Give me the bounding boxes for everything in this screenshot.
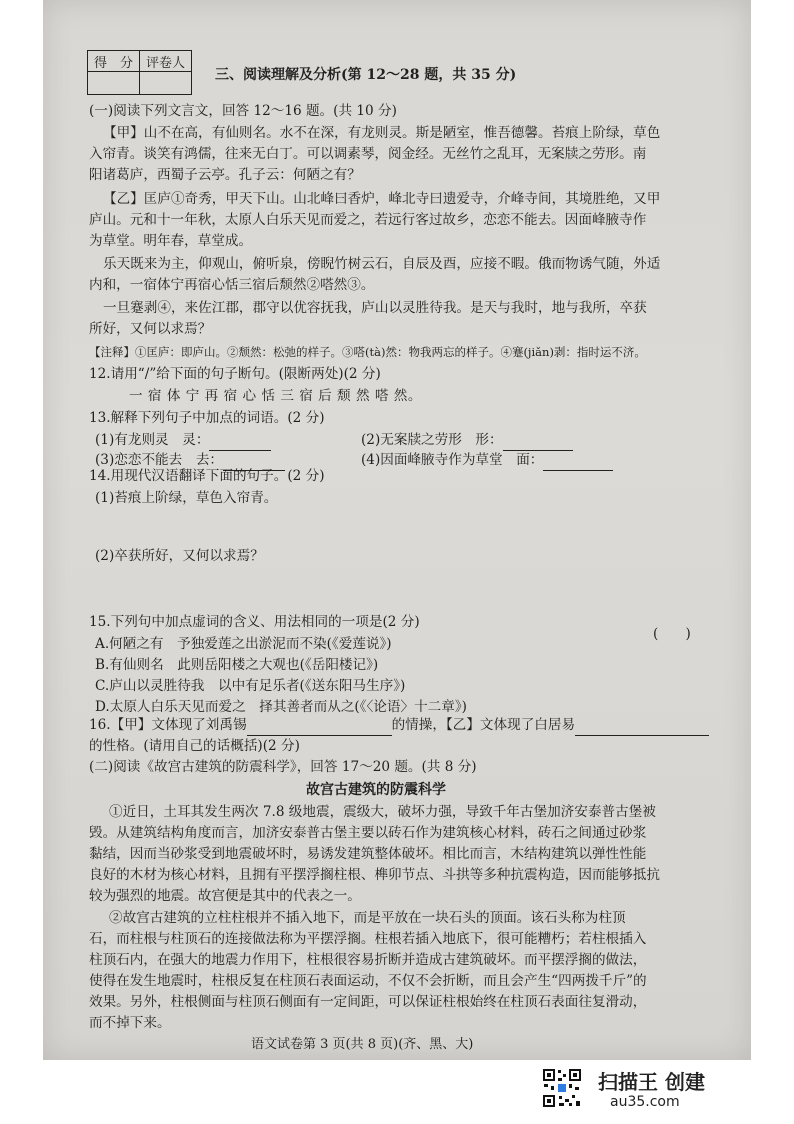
question-15: 15.下列句中加点虚词的含义、用法相同的一项是(2 分) — [89, 614, 420, 630]
passage-yi-line: 乐天既来为主，仰观山，俯听泉，傍睨竹树云石，自辰及酉，应接不暇。俄而物诱气随，外适 — [103, 256, 661, 272]
q13-item-label: (2)无案牍之劳形 形： — [361, 432, 503, 448]
passage-yi-line: 为草堂。明年春，草堂成。 — [89, 233, 253, 249]
answer-blank[interactable] — [543, 454, 613, 471]
q12-sentence[interactable]: 一 宿 体 宁 再 宿 心 恬 三 宿 后 颓 然 嗒 然。 — [129, 388, 422, 404]
question-16-line — [89, 715, 709, 736]
part2-intro: (二)阅读《故宫古建筑的防震科学》，回答 17～20 题。(共 8 分) — [89, 759, 477, 775]
passage-yi-line: 一旦蹇剥④，来佐江郡，郡守以优容抚我，庐山以灵胜待我。是天与我时，地与我所，卒获 — [103, 300, 647, 316]
page-footer: 语文试卷第 3 页(共 8 页)(齐、黑、大) — [251, 1037, 474, 1052]
grader-cell[interactable] — [140, 72, 192, 95]
q16-text-b: 的情操，【乙】文体现了白居易 — [391, 717, 576, 733]
q15-option-c: C.庐山以灵胜待我 以中有足乐者(《送东阳马生序》) — [95, 678, 406, 694]
answer-blank[interactable] — [503, 434, 573, 451]
article-p2-line: 效果。另外，柱根侧面与柱顶石侧面有一定间距，可以保证柱根始终在柱顶石表面往复滑动， — [89, 994, 647, 1010]
q15-option-a: A.何陋之有 予独爱莲之出淤泥而不染(《爱莲说》) — [95, 636, 392, 652]
q15-answer-paren[interactable]: ( ) — [653, 626, 691, 642]
question-14: 14.用现代汉语翻译下面的句子。(2 分) — [89, 468, 325, 484]
section-title: 三、阅读理解及分析(第 12～28 题，共 35 分) — [215, 67, 517, 83]
q15-option-b: B.有仙则名 此则岳阳楼之大观也(《岳阳楼记》) — [95, 657, 379, 673]
article-title: 故宫古建筑的防震科学 — [306, 782, 446, 798]
answer-blank[interactable] — [209, 434, 271, 451]
article-p1-line: 毁。从建筑结构角度而言，加济安泰普古堡主要以砖石作为建筑核心材料，砖石之间通过砂浆 — [89, 825, 647, 841]
answer-blank[interactable] — [247, 719, 392, 736]
q14-answer-area-1[interactable] — [95, 512, 695, 538]
q13-item-label: (4)因面峰腋寺作为草堂 面： — [361, 452, 544, 468]
q16-text-a: 16.【甲】文体现了刘禹锡 — [89, 717, 247, 733]
scanner-brand: 扫描王 创建 — [598, 1070, 705, 1094]
score-header: 得 分 — [88, 51, 140, 72]
article-p2-line: 而不掉下来。 — [89, 1015, 171, 1031]
article-p2-line: ②故宫古建筑的立柱柱根并不插入地下，而是平放在一块石头的顶面。该石头称为柱顶 — [109, 910, 626, 926]
exam-paper — [43, 0, 751, 1060]
q14-answer-area-2[interactable] — [95, 570, 695, 610]
score-cell[interactable] — [88, 72, 140, 95]
answer-blank[interactable] — [575, 719, 709, 736]
q13-item-1 — [95, 430, 271, 451]
passage-jia-line: 阳诸葛庐，西蜀子云亭。孔子云：何陋之有？ — [89, 167, 361, 183]
passage-yi-line: 内和，一宿体宁再宿心恬三宿后颓然②嗒然③。 — [89, 277, 375, 293]
q13-item-label: (1)有龙则灵 灵： — [95, 432, 210, 448]
grader-header: 评卷人 — [140, 51, 192, 72]
article-p1-line: 黏结，因而当砂浆受到地震破坏时，易诱发建筑整体破坏。相比而言，木结构建筑以弹性性能 — [89, 846, 647, 862]
q16-text-c: 的性格。(请用自己的话概括)(2 分) — [89, 738, 300, 754]
passage-yi-line: 所好，又何以求焉？ — [89, 321, 212, 337]
q13-item-label: (3)恋恋不能去 去： — [95, 452, 224, 468]
passage-yi-line: 【乙】匡庐①奇秀，甲天下山。山北峰曰香炉，峰北寺曰遗爱寺，介峰寺间，其境胜绝，又甲 — [103, 191, 661, 207]
q13-item-2 — [361, 430, 573, 451]
article-p1-line: 较为强烈的地震。故宫便是其中的代表之一。 — [89, 888, 361, 904]
annotation-notes: 【注释】①匡庐：即庐山。②颓然：松弛的样子。③嗒(tà)然：物我两忘的样子。④蹇(jiǎn)剥：指时运不济。 — [89, 345, 646, 359]
q14-item-1: (1)苔痕上阶绿，草色入帘青。 — [95, 490, 278, 506]
q15-option-d: D.太原人白乐天见而爱之 择其善者而从之(《〈论语〉十二章》) — [95, 699, 467, 715]
passage-yi-line: 庐山。元和十一年秋，太原人白乐天见而爱之，若远行客过故乡，恋恋不能去。因面峰腋寺作 — [89, 212, 647, 228]
qr-code-icon — [542, 1068, 582, 1108]
question-13: 13.解释下列句子中加点的词语。(2 分) — [89, 410, 325, 426]
article-p2-line: 使得在发生地震时，柱根反复在柱顶石表面运动，不仅不会折断，而且会产生“四两拨千斤”的 — [89, 973, 647, 989]
scanner-site: au35.com — [610, 1094, 680, 1110]
score-table — [87, 50, 192, 95]
passage-jia-line: 【甲】山不在高，有仙则名。水不在深，有龙则灵。斯是陋室，惟吾德馨。苔痕上阶绿，草色 — [103, 125, 661, 141]
part1-intro: (一)阅读下列文言文，回答 12～16 题。(共 10 分) — [89, 103, 397, 119]
article-p1-line: ①近日，土耳其发生两次 7.8 级地震，震级大，破坏力强，导致千年古堡加济安泰普古堡被 — [109, 804, 656, 820]
article-p1-line: 良好的木材为核心材料，且拥有平摆浮搁柱根、榫卯节点、斗拱等多种抗震构造，因而能够抵抗 — [89, 867, 660, 883]
passage-jia-line: 入帘青。谈笑有鸿儒，往来无白丁。可以调素琴，阅金经。无丝竹之乱耳，无案牍之劳形。南 — [89, 146, 647, 162]
q14-item-2: (2)卒获所好，又何以求焉？ — [95, 548, 264, 564]
article-p2-line: 柱顶石内，在强大的地震力作用下，柱根很容易折断并造成古建筑破坏。而平摆浮搁的做法， — [89, 952, 647, 968]
question-12: 12.请用“/”给下面的句子断句。(限断两处)(2 分) — [89, 366, 381, 382]
article-p2-line: 石，而柱根与柱顶石的连接做法称为平摆浮搁。柱根若插入地底下，很可能糟朽；若柱根插入 — [89, 931, 647, 947]
q13-item-4 — [361, 450, 613, 471]
